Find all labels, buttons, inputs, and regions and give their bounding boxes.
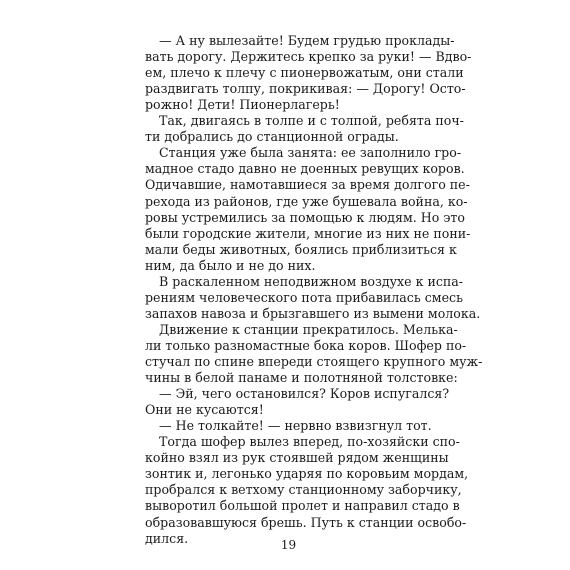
text-line: Тогда шофер вылез вперед, по-хозяйски спо- — [159, 434, 460, 450]
text-line: ли только разномастные бока коров. Шофер по- — [145, 337, 467, 353]
text-line: дился. — [145, 530, 189, 546]
text-line: Движение к станции прекратилось. Мелька- — [159, 321, 458, 337]
text-line: В раскаленном неподвижном воздухе к испа- — [159, 273, 464, 289]
text-line: Станция уже была занята: ее заполнило гро- — [159, 145, 462, 161]
text-line: ти добрались до станционной ограды. — [145, 129, 399, 145]
text-line: мали беды животных, боялись приблизиться к — [145, 241, 457, 257]
text-line: — Эй, чего остановился? Коров испугался? — [159, 386, 450, 402]
book-page — [145, 30, 483, 560]
text-line: зонтик и, легонько ударяя по коровьим мордам, — [145, 466, 469, 482]
text-line: рениям человеческого пота прибавилась смесь — [145, 289, 463, 305]
text-line: Так, двигаясь в толпе и с толпой, ребята поч- — [159, 113, 464, 129]
text-line: ровы устремились за помощью к людям. Но это — [145, 209, 465, 225]
text-line: койно взял из рук стоявшей рядом женщины — [145, 450, 449, 466]
text-line: образовавшуюся брешь. Путь к станции освобо- — [145, 514, 467, 530]
text-line: вать дорогу. Держитесь крепко за руки! — Вдво- — [145, 49, 472, 65]
text-line: выворотил большой пролет и направил стадо в — [145, 498, 460, 514]
text-line: чины в белой панаме и полотняной толстовке: — [145, 370, 458, 386]
text-line: были городские жители, многие из них не пони- — [145, 225, 471, 241]
text-line: рехода из районов, где уже бушевала война, ко- — [145, 193, 468, 209]
text-line: запахов навоза и брызгавшего из вымени молока. — [145, 305, 481, 321]
text-line: Одичавшие, намотавшиеся за время долгого пе- — [145, 177, 470, 193]
text-line: стучал по спине впереди стоящего крупного муж- — [145, 354, 483, 369]
text-line: рожно! Дети! Пионерлагерь! — [145, 97, 340, 113]
text-line: ем, плечо к плечу с пионервожатым, они стали — [145, 65, 464, 81]
text-line: — Не толкайте! — нервно взвизгнул тот. — [159, 418, 432, 434]
text-line: Они не кусаются! — [145, 402, 264, 418]
text-line: ним, да было и не до них. — [145, 257, 316, 273]
text-line: раздвигать толпу, покрикивая: — Дорогу! Осто- — [145, 81, 466, 97]
text-line: мадное стадо давно не доенных ревущих коров. — [145, 161, 465, 177]
text-line: — А ну вылезайте! Будем грудью проклады- — [159, 33, 455, 48]
text-line: пробрался к ветхому станционному заборчику, — [145, 482, 462, 498]
page-number: 19 — [280, 538, 297, 552]
